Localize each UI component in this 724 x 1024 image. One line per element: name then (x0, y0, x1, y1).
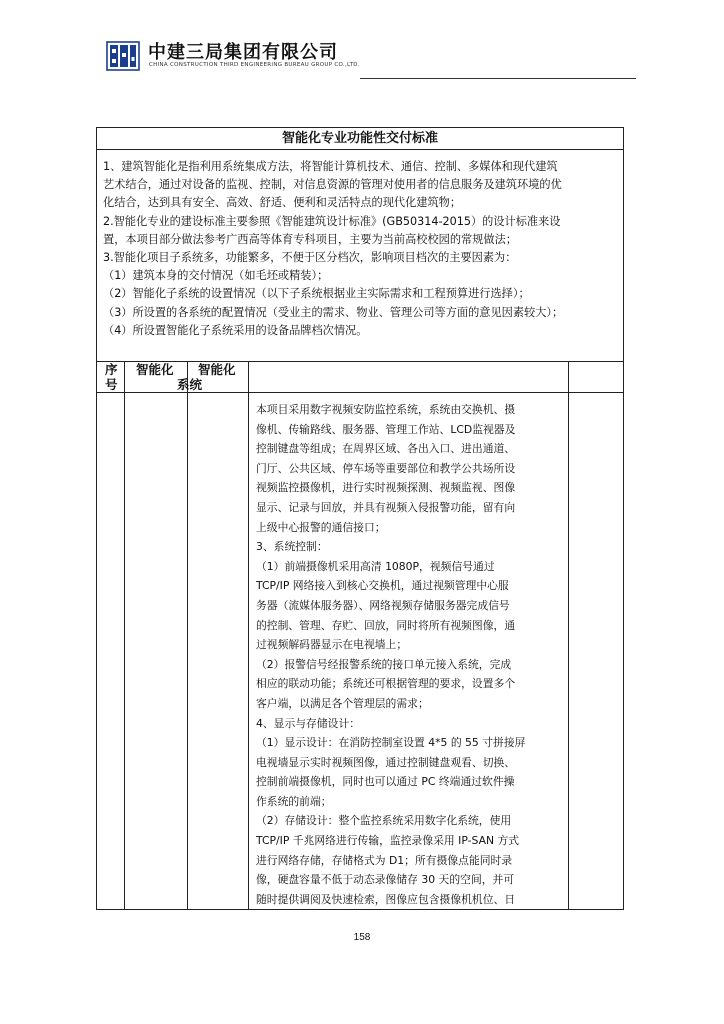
content-line: TCP/IP 网络接入到核心交换机，通过视频管理中心服 (256, 579, 509, 593)
intro-line: 2.智能化专业的建设标准主要参照《智能建筑设计标准》(GB50314-2015）的设计标准来设 (103, 214, 561, 228)
company-logo-icon (106, 41, 140, 71)
content-line: 像，硬盘容量不低于动态录像储存 30 天的空间，并可 (256, 873, 515, 887)
content-line: 4、显示与存储设计： (256, 716, 361, 730)
intro-line: （2）智能化子系统的设置情况（以下子系统根据业主实际需求和工程预算进行选择）； (103, 287, 530, 301)
content-line: 过视频解码器显示在电视墙上； (256, 638, 408, 652)
table-title: 智能化专业功能性交付标准 (97, 128, 624, 150)
header-serial-line2: 号 (105, 377, 118, 392)
content-line: 作系统的前端； (256, 794, 332, 808)
content-line: TCP/IP 千兆网络进行传输，监控录像采用 IP-SAN 方式 (256, 834, 520, 848)
body-system-cell (188, 393, 249, 910)
header-system-line1: 智能化 (198, 362, 236, 377)
content-line: 随时提供调阅及快速检索，图像应包含摄像机机位、日 (256, 892, 516, 906)
content-line: 进行网络存储，存储格式为 D1；所有摄像点能同时录 (256, 853, 513, 867)
header-content (249, 362, 569, 393)
intro-line: 3.智能化项目子系统多，功能繁多，不便于区分档次，影响项目档次的主要因素为： (103, 251, 517, 265)
company-name-cn: 中建三局集团有限公司 (148, 42, 338, 63)
body-serial-cell (97, 393, 125, 910)
page-header (106, 38, 636, 80)
content-line: 客户端，以满足各个管理层的需求； (256, 696, 429, 710)
content-line: 3、系统控制： (256, 540, 328, 554)
content-line: 上级中心报警的通信接口； (256, 520, 386, 534)
intro-line: （4）所设置智能化子系统采用的设备品牌档次情况。 (103, 323, 368, 337)
content-line: 控制键盘等组成；在周界区域、各出入口、进出通道、 (256, 442, 516, 456)
body-content-cell (249, 393, 569, 910)
content-line: 显示、记录与回放，并具有视频入侵报警功能，留有向 (256, 500, 516, 514)
standards-table (96, 127, 624, 910)
body-remark-cell (569, 393, 624, 910)
body-category-cell (125, 393, 188, 910)
content-line: 控制前端摄像机，同时也可以通过 PC 终端通过软件操 (256, 775, 515, 789)
content-line: （2）存储设计：整个监控系统采用数字化系统，使用 (256, 814, 512, 828)
content-line: 门厅、公共区域、停车场等重要部位和教学公共场所设 (256, 461, 516, 475)
header-system-line2: 系统 (177, 377, 203, 392)
content-line: 电视墙显示实时视频图像，通过控制键盘观看、切换、 (256, 755, 516, 769)
header-serial (97, 362, 125, 393)
content-line: （1）前端摄像机采用高清 1080P，视频信号通过 (256, 559, 495, 573)
intro-line: （3）所设置的各系统的配置情况（受业主的需求、物业、管理公司等方面的意见因素较大）； (103, 305, 564, 319)
intro-line: 化结合，达到具有安全、高效、舒适、便利和灵活特点的现代化建筑物； (103, 196, 462, 210)
content-line: 务器（流媒体服务器）、网络视频存储服务器完成信号 (256, 598, 510, 612)
page-number: 158 (353, 932, 371, 943)
content-line: （2）报警信号经报警系统的接口单元接入系统，完成 (256, 657, 512, 671)
header-divider (360, 78, 636, 79)
header-serial-line1: 序 (105, 362, 118, 377)
intro-line: 置，本项目部分做法参考广西高等体育专科项目，主要为当前高校校园的常规做法； (103, 232, 517, 246)
content-line: （1）显示设计：在消防控制室设置 4*5 的 55 寸拼接屏 (256, 736, 526, 750)
header-remark (569, 362, 624, 393)
company-name-en: CHINA CONSTRUCTION THIRD ENGINEERING BUREAU GROUP CO.,LTD. (149, 62, 360, 68)
intro-line: 1、建筑智能化是指利用系统集成方法，将智能计算机技术、通信、控制、多媒体和现代建筑 (103, 160, 558, 173)
intro-line: （1）建筑本身的交付情况（如毛坯或精装）； (103, 269, 329, 283)
content-line: 的控制、管理、存贮、回放，同时将所有视频图像，通 (256, 618, 516, 632)
header-category-label: 智能化 (136, 362, 174, 377)
intro-cell (97, 150, 624, 362)
intro-line: 艺术结合，通过对设备的监视、控制，对信息资源的管理对使用者的信息服务及建筑环境的优 (103, 178, 562, 192)
header-system (177, 362, 249, 393)
content-line: 视频监控摄像机，进行实时视频探测、视频监视、图像 (256, 481, 516, 495)
content-line: 本项目采用数字视频安防监控系统，系统由交换机、摄 (256, 403, 516, 416)
content-line: 相应的联动功能；系统还可根据管理的要求，设置多个 (256, 677, 516, 691)
content-line: 像机、传输路线、服务器、管理工作站、LCD监视器及 (256, 422, 516, 436)
